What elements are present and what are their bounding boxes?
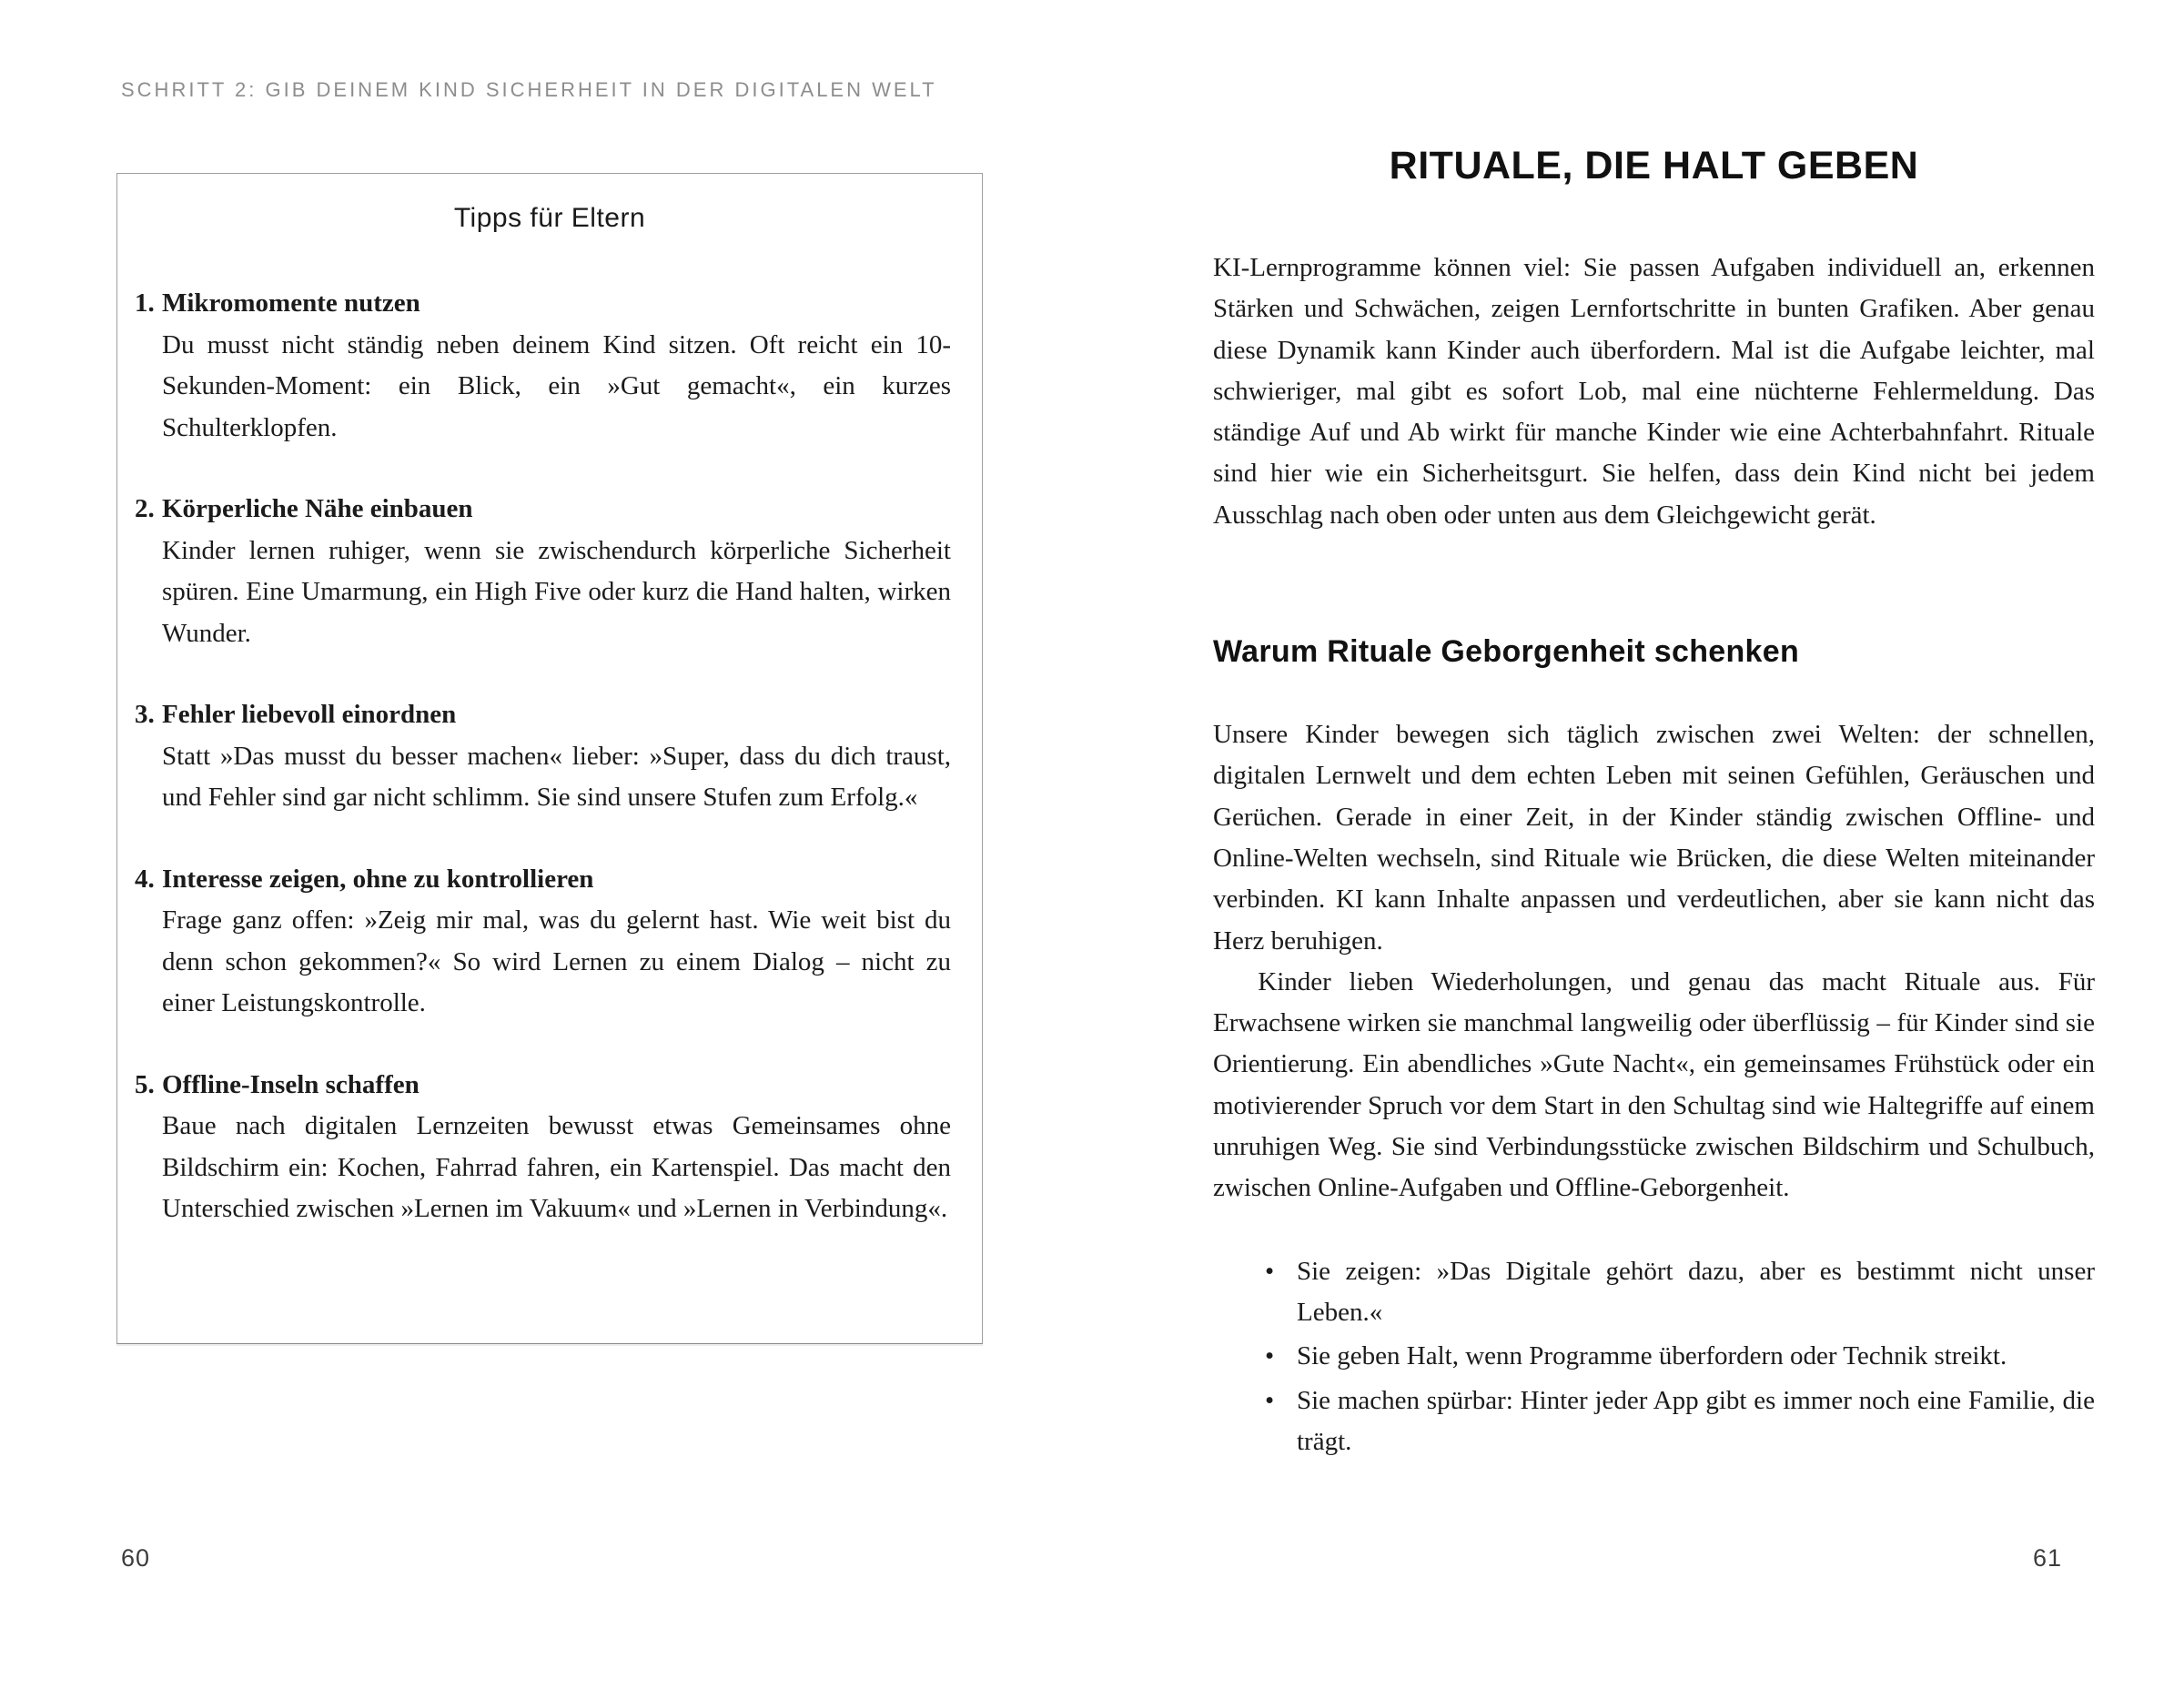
tip-number: 4. [135,864,155,894]
bullet-list [1213,1251,2095,1462]
page-number-left: 60 [121,1544,151,1572]
tip-item [135,694,951,819]
tip-body: Kinder lernen ruhiger, wenn sie zwischendurch körperliche Sicherheit spüren. Eine Umarmung, ein High Five oder kurz die Hand halten, wirken Wunder. [162,535,951,648]
tip-title: Fehler liebevoll einordnen [162,700,457,729]
bullet-item [1213,1336,2095,1377]
tip-item [135,859,951,1025]
chapter-title: RITUALE, DIE HALT GEBEN [1389,144,1919,187]
tip-number: 1. [135,288,155,318]
tip-title: Offline-Inseln schaffen [162,1069,420,1099]
tip-body: Frage ganz offen: »Zeig mir mal, was du gelernt hast. Wie weit bist du denn schon gekommen?« So wird Lernen zu einem Dialog – nicht zu einer Leistungskontrolle. [162,905,951,1017]
tip-number: 3. [135,700,155,729]
bullet-item [1213,1380,2095,1463]
tips-box-title: Tipps für Eltern [453,203,646,233]
tip-body: Du musst nicht ständig neben deinem Kind sitzen. Oft reicht ein 10-Sekunden-Moment: ein Blick, ein »Gut gemacht«, ein kurzes Schulterklopfen. [162,329,951,442]
tip-number: 5. [135,1069,155,1099]
tips-box [116,173,983,1344]
section-paragraphs [1213,714,2095,1209]
bullet-icon: • [1265,1385,1275,1415]
running-head: SCHRITT 2: GIB DEINEM KIND SICHERHEIT IN DER DIGITALEN WELT [121,78,937,101]
page-number-right: 61 [2032,1544,2062,1572]
right-page-text-column [1213,248,2095,1465]
tip-title: Interesse zeigen, ohne zu kontrollieren [162,864,594,894]
tip-title: Körperliche Nähe einbauen [162,494,473,523]
tip-body: Baue nach digitalen Lernzeiten bewusst etwas Gemeinsames ohne Bildschirm ein: Kochen, Fahrrad fahren, ein Kartenspiel. Das macht den Unterschied zwischen »Lernen im Vakuum« und »Lernen in Verbindung«. [162,1111,951,1223]
tip-title: Mikromomente nutzen [162,288,420,318]
bullet-text: Sie geben Halt, wenn Programme überfordern oder Technik streikt. [1297,1341,2007,1371]
tips-list [135,283,951,1230]
tip-number: 2. [135,494,155,523]
bullet-icon: • [1265,1341,1275,1371]
tip-item [135,283,951,449]
tip-item [135,489,951,654]
bullet-item [1213,1251,2095,1334]
section-subheading: Warum Rituale Geborgenheit schenken [1213,634,1800,670]
bullet-icon: • [1265,1256,1275,1286]
body-paragraph: Kinder lieben Wiederholungen, und genau das macht Rituale aus. Für Erwachsene wirken sie manchmal langweilig oder überflüssig – für Kinder sind sie Orientierung. Ein abendliches »Gute Nacht«, ein gemeinsames Frühstück oder ein motivierender Spruch vor dem Start in den Schultag sind wie Haltegriffe auf einem unruhigen Weg. Sie sind Verbindungsstücke zwischen Bildschirm und Schulbuch, zwischen Online-Aufgaben und Offline-Geborgenheit. [1213,966,2095,1203]
intro-paragraph: KI-Lernprogramme können viel: Sie passen Aufgaben individuell an, erkennen Stärken und Schwächen, zeigen Lernfortschritte in bunten Grafiken. Aber genau diese Dynamik kann Kinder auch überfordern. Mal ist die Aufgabe leichter, mal schwieriger, mal gibt es sofort Lob, mal eine nüchterne Fehlermeldung. Das ständige Auf und Ab wirkt für manche Kinder wie eine Achterbahnfahrt. Rituale sind hier wie ein Sicherheitsgurt. Sie helfen, dass dein Kind nicht bei jedem Ausschlag nach oben oder unten aus dem Gleichgewicht gerät. [1213,253,2095,530]
bullet-text: Sie machen spürbar: Hinter jeder App gibt es immer noch eine Familie, die trägt. [1297,1385,2095,1456]
bullet-text: Sie zeigen: »Das Digitale gehört dazu, aber es bestimmt nicht unser Leben.« [1297,1256,2095,1327]
body-paragraph: Unsere Kinder bewegen sich täglich zwischen zwei Welten: der schnellen, digitalen Lernwelt und dem echten Leben mit seinen Gefühlen, Geräuschen und Gerüchen. Gerade in einer Zeit, in der Kinder ständig zwischen Offline- und Online-Welten wechseln, sind Rituale wie Brücken, die diese Welten miteinander verbinden. KI kann Inhalte anpassen und verdeutlichen, aber sie kann nicht das Herz beruhigen. [1213,720,2095,956]
tip-body: Statt »Das musst du besser machen« lieber: »Super, dass du dich traust, und Fehler sind gar nicht schlimm. Sie sind unsere Stufen zum Erfolg.« [162,741,951,812]
tip-item [135,1065,951,1230]
